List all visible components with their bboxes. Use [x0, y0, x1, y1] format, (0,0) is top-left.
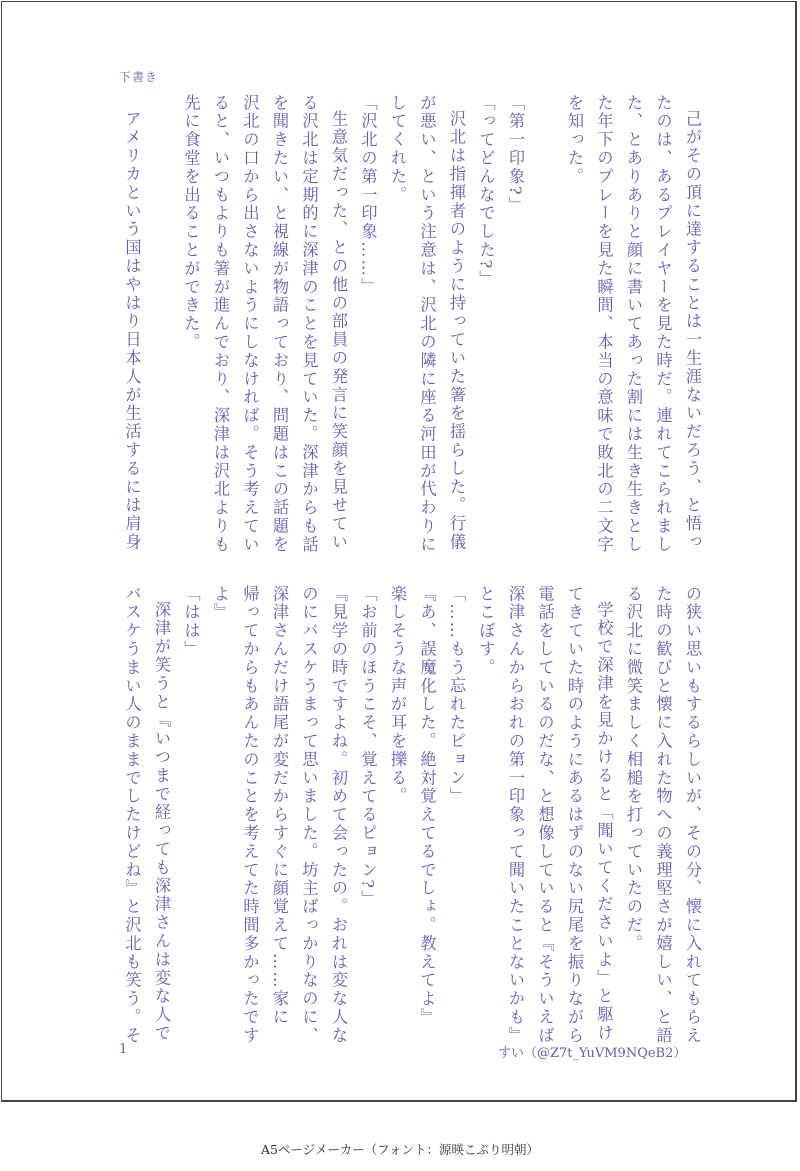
- text-line: たのは、あるプレイヤーを見た時だ。連れてこられまし: [653, 94, 673, 554]
- text-line: た、とありありと顔に書いてあった割には生き生きとし: [624, 94, 643, 554]
- text-line: よ』: [211, 585, 230, 622]
- text-line: た年下のプレーを見た瞬間、本当の意味で敗北の二文字: [594, 94, 614, 554]
- text-line: 「沢北の第一印象……」: [358, 94, 378, 297]
- text-line: 深津さんだけ語尾が変だからすぐに顔覚えて……家に: [270, 585, 289, 1027]
- upper-text-block: [107, 94, 707, 554]
- text-line: 「……もう忘れたピョン」: [447, 585, 466, 806]
- text-line: 深津が笑うと『いつまで経っても深津さんは変な人で: [152, 601, 171, 1043]
- text-line: る沢北は定期的に深津のことを見ていた。深津からも話: [299, 94, 319, 554]
- text-line: 己がその頂に達することは一生涯ないだろう、と悟っ: [683, 110, 702, 552]
- text-line: ると、いつもよりも箸が進んでおり、深津は沢北よりも: [211, 94, 230, 554]
- text-line: 「第一印象?」: [506, 94, 525, 216]
- text-line: 『あ、誤魔化した。絶対覚えてるでしょ。教えてよ』: [417, 585, 437, 1027]
- generator-caption: A5ページメーカー（フォント：源暎こぶり明朝）: [261, 1142, 539, 1157]
- text-line: の狭い思いもするらしいが、その分、懐に入れてもらえ: [683, 585, 702, 1045]
- text-line: してくれた。: [388, 94, 407, 205]
- text-line: 生意気だった、との他の部員の発言に笑顔を見せてい: [329, 110, 348, 552]
- draft-label: 下書き: [119, 70, 159, 84]
- text-line: を知った。: [565, 94, 584, 186]
- lower-text-block: [107, 585, 707, 1045]
- text-line: を聞きたい、と視線が物語っており、問題はこの話題を: [270, 94, 289, 554]
- text-line: が悪い、という注意は、沢北の隣に座る河田が代わりに: [417, 94, 437, 554]
- text-line: バスケうまい人のままでしたけどね』と沢北も笑う。そ: [122, 585, 142, 1045]
- text-line: とこぼす。: [476, 585, 496, 677]
- author-credit: すい（@Z7t_YuVM9NQeB2）: [498, 1046, 687, 1061]
- text-line: 「ってどんなでした?」: [476, 94, 496, 289]
- text-line: 先に食堂を出ることができた。: [181, 94, 201, 352]
- page-number: 1: [119, 1042, 128, 1057]
- text-line: 沢北の口から出さないようにしなければ。そう考えてい: [240, 94, 260, 554]
- text-line: 深津さんからおれの第一印象って聞いたことないかも』: [506, 585, 525, 1045]
- text-line: 電話をしているのだな、と想像していると『そういえば: [535, 585, 555, 1045]
- text-line: 楽しそうな声が耳を擽る。: [388, 585, 407, 806]
- a5-page: [1, 1, 797, 1102]
- text-line: 「お前のほうこそ、覚えてるピョン?」: [358, 585, 378, 909]
- text-line: 「はは」: [181, 585, 201, 659]
- text-line: 『見学の時ですよね。初めて会ったの。おれは変な人な: [329, 585, 348, 1045]
- text-line: 帰ってからもあんたのことを考えてた時間多かったです: [240, 585, 260, 1045]
- text-line: [530, 94, 560, 554]
- text-line: 沢北は指揮者のように持っていた箸を揺らした。行儀: [447, 110, 466, 552]
- text-line: た時の歓びと懐に入れた物への義理堅さが嬉しい、と語: [653, 585, 673, 1045]
- text-line: 学校で深津を見かけると「聞いてくださいよ」と駆け: [594, 601, 614, 1043]
- text-line: てきていた時のようにあるはずのない尻尾を振りながら: [565, 585, 584, 1045]
- text-line: のにバスケうまって思いました。坊主ばっかりなのに、: [299, 585, 319, 1045]
- text-line: アメリカという国はやはり日本人が生活するには肩身: [122, 110, 142, 552]
- text-line: る沢北に微笑ましく相槌を打っていたのだ。: [624, 585, 643, 953]
- text-line: [147, 94, 177, 554]
